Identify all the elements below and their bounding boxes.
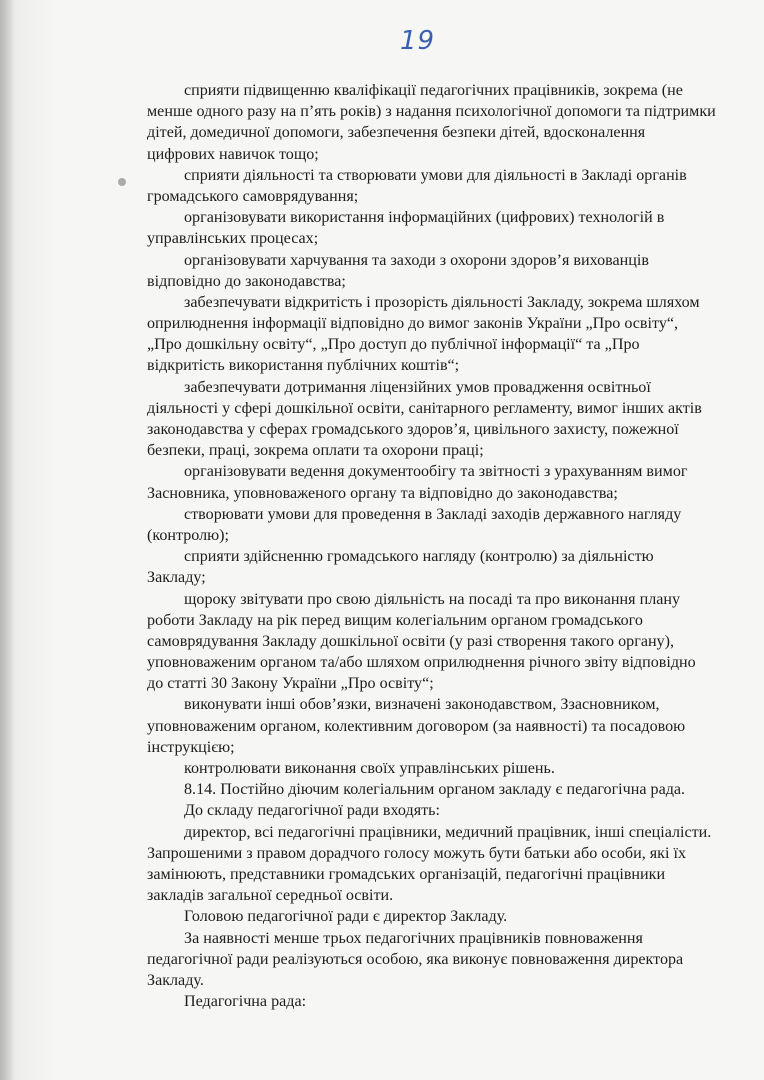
text-line: організовувати харчування та заходи з охорони здоров’я вихованців	[184, 251, 649, 269]
text-line: дітей, домедичної допомоги, забезпечення безпеки дітей, вдосконалення	[147, 124, 646, 142]
text-line: Педагогічна рада:	[184, 993, 307, 1011]
text-line: забезпечувати дотримання ліцензійних умов провадження освітньої	[184, 378, 651, 396]
text-line: До складу педагогічної ради входять:	[184, 802, 440, 820]
text-line: директор, всі педагогічні працівники, медичний працівник, інші спеціалісти.	[184, 823, 712, 841]
text-line: інструкцією;	[147, 738, 235, 756]
text-line: створювати умови для проведення в Закладі заходів державного нагляду	[184, 505, 682, 523]
text-line: законодавства у сферах громадського здоров’я, цивільного захисту, пожежної	[147, 421, 679, 438]
handwritten-page-number: 19	[400, 26, 436, 56]
text-line: уповноваженим органом, колективним договором (за наявності) та посадовою	[147, 717, 686, 735]
text-line: менше одного разу на п’ять років) з надання психологічної допомоги та підтримки	[147, 103, 716, 121]
text-line: діяльності у сфері дошкільної освіти, санітарного регламенту, вимог інших актів	[147, 399, 702, 417]
text-line: закладів загальної середньої освіти.	[147, 887, 394, 905]
text-line: до статті 30 Закону України „Про освіту“;	[147, 675, 434, 693]
text-line: цифрових навичок тощо;	[147, 145, 319, 163]
text-line: 8.14. Постійно діючим колегіальним органом закладу є педагогічна рада.	[184, 781, 686, 799]
text-line: (контролю);	[147, 526, 230, 544]
text-line: самоврядування Закладу дошкільної освіти (у разі створення такого органу),	[147, 632, 675, 650]
text-line: Закладу.	[147, 971, 204, 989]
text-line: Закладу;	[147, 569, 206, 587]
text-line: щороку звітувати про свою діяльність на посаді та про виконання плану	[184, 590, 681, 608]
text-line: організовувати використання інформаційних (цифрових) технологій в	[184, 209, 665, 227]
text-line: оприлюднення інформації відповідно до вимог законів України „Про освіту“,	[147, 315, 679, 333]
text-line: Запрошеними з правом дорадчого голосу можуть бути батьки або особи, які їх	[147, 844, 686, 862]
text-line: уповноваженим органом та/або шляхом оприлюднення річного звіту відповідно	[147, 654, 696, 672]
text-line: замінюють, представники громадських організацій, педагогічні працівники	[147, 865, 666, 883]
text-line: організовувати ведення документообігу та звітності з урахуванням вимог	[184, 463, 688, 481]
document-body	[147, 80, 764, 1012]
page-edge-shadow	[0, 0, 14, 1080]
text-line: відкритість використання публічних коштів“;	[147, 357, 460, 375]
text-line: роботи Закладу на рік перед вищим колегіальним органом громадського	[147, 611, 643, 629]
text-line: За наявності менше трьох педагогічних працівників повноваження	[184, 929, 643, 947]
text-line: відповідно до законодавства;	[147, 272, 346, 290]
text-line: безпеки, праці, зокрема оплати та охорони праці;	[147, 442, 484, 460]
text-line: сприяти діяльності та створювати умови для діяльності в Закладі органів	[184, 166, 687, 184]
text-line: Засновника, уповноваженого органу та відповідно до законодавства;	[147, 484, 618, 502]
text-line: „Про дошкільну освіту“, „Про доступ до публічної інформації“ та „Про	[147, 336, 640, 354]
punch-hole-mark	[118, 178, 126, 186]
text-line: виконувати інші обов’язки, визначені законодавством, Ззасновником,	[184, 696, 660, 714]
text-line: громадського самоврядування;	[147, 187, 359, 205]
text-line: забезпечувати відкритість і прозорість діяльності Закладу, зокрема шляхом	[184, 293, 700, 311]
text-line: сприяти підвищенню кваліфікації педагогічних працівників, зокрема (не	[184, 82, 683, 99]
text-line: сприяти здійсненню громадського нагляду (контролю) за діяльністю	[184, 548, 654, 566]
text-line: контролювати виконання своїх управлінських рішень.	[184, 760, 555, 777]
text-line: педагогічної ради реалізуються особою, яка виконує повноваження директора	[147, 950, 684, 968]
text-line: управлінських процесах;	[147, 230, 319, 248]
text-line: Головою педагогічної ради є директор Закладу.	[184, 908, 508, 926]
